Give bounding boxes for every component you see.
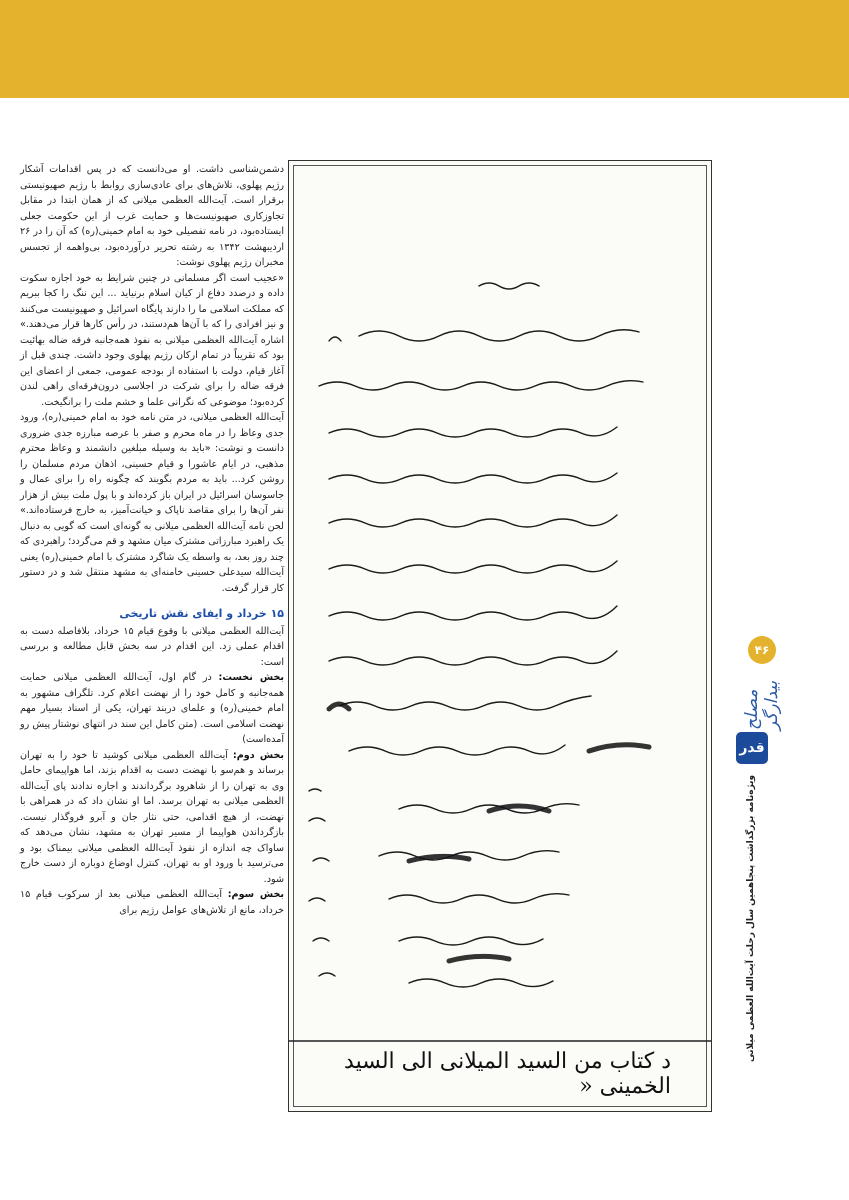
article-quote: «عجیب است اگر مسلمانی در چنین شرایط به خود اجازه سکوت داده و درصدد دفاع از کیان اسلام برنیاید ... این ننگ را کجا ببریم که مملکت اسلامی ما را دارند پایگاه اسرائیل و صهیونیست می‌کنند و نیز افرادی را که با آن‌ها هم‌دستند، در رأس کارها قرار می‌دهند.» اشاره آیت‌الله العظمی میلانی به نفوذ همه‌جانبه فرقه ضاله بهائیت بود که تقریباً در تمام ارکان رژیم پهلوی وجود داشت. چندی قبل از آغاز قیام، دولت با استفاده از بودجه عمومی، جمعی از اعضای این فرقه ضاله را برای شرکت در اجلاسی درون‌فرقه‌ای راهی لندن کرده‌بود؛ موضوعی که نگرانی علما و خشم ملت را برانگیخت.	[20, 272, 284, 408]
part-text: آیت‌الله العظمی میلانی بعد از سرکوب قیام ۱۵ خرداد، مانع از تلاش‌های عوامل رژیم برای	[20, 889, 284, 916]
scan-caption: د کتاب من السید المیلانی الی السید الخمینی «	[344, 1049, 671, 1099]
handwritten-letter-scan	[288, 160, 712, 1112]
article-body	[20, 162, 284, 918]
article-paragraph: آیت‌الله العظمی میلانی با وقوع قیام ۱۵ خرداد، بلافاصله دست به اقدام عملی زد. این اقدام در سه بخش قابل مطالعه و بررسی است:	[20, 625, 284, 668]
issue-caption: ویژه‌نامه بزرگداشت پنجاهمین سال رحلت آیت‌الله العظمی میلانی	[746, 775, 756, 1063]
article-paragraph	[20, 887, 284, 918]
part-label: بخش نخست:	[218, 672, 284, 683]
magazine-logo: قدر	[736, 732, 768, 764]
article-paragraph	[20, 670, 284, 748]
part-label: بخش سوم:	[227, 889, 284, 900]
handwriting-strokes	[289, 161, 712, 1112]
article-paragraph: دشمن‌شناسی داشت. او می‌دانست که در پس اقدامات آشکار رژیم پهلوی، تلاش‌های برای عادی‌سازی روابط با رژیم صهیونیستی برقرار است. آیت‌الله العظمی میلانی که از همان ابتدا در مقابل تجاوزکاری صهیونیست‌ها و حمایت غرب از این حکومت جعلی ایستاده‌بود، در نامه تفصیلی خود به امام خمینی(ره) که آن را در ۲۶ اردیبهشت ۱۳۴۲ به رشته تحریر درآورده‌بود، بی‌واهمه از تجسس مخبران رژیم پهلوی نوشت:	[20, 164, 284, 268]
part-label: بخش دوم:	[232, 749, 284, 761]
page-number: ۴۶	[748, 636, 776, 664]
article-paragraph	[20, 748, 284, 888]
part-text: در گام اول، آیت‌الله العظمی میلانی حمایت همه‌جانبه و کامل خود را از نهضت اعلام کرد. تلگراف مشهور به امام خمینی(ره) و علمای دربند تهران، یکی از اسناد بسیار مهم نهضت اسلامی است. (متن کامل این سند در انتهای نوشتار پیش رو آمده‌است)	[20, 672, 284, 745]
section-heading: ۱۵ خرداد و ایفای نقش تاریخی	[119, 607, 284, 620]
part-text: آیت‌الله العظمی میلانی کوشید تا خود را به تهران برساند و هم‌سو با نهضت دست به اقدام بزند، اما هواپیمای حامل وی به تهران را از شاهرود برگرداندند و اجازه ندادند پای آیت‌الله العظمی میلانی به تهران برسد. اما او نشان داد که در همراهی با نهضت، از هیچ اقدامی، حتی نثار جان و آبرو فروگذار نیست. بازگرداندن هواپیما از مسیر تهران به مشهد، نشان می‌دهد که ساواک چه اندازه از نفوذ آیت‌الله العظمی میلانی بیمناک بود و می‌ترسید با ورود او به تهران، کنترل اوضاع دوباره از دست خارج شود.	[20, 749, 284, 885]
article-paragraph: آیت‌الله العظمی میلانی، در متن نامه خود به امام خمینی(ره)، ورود جدی وعاظ را در ماه محرم و صفر با عرصه مبارزه جدی ضروری دانست و نوشت: «باید به وسیله مبلغین دانشمند و وعاظ محترم مذهبی، در ایام عاشورا و قیام حسینی، اذهان مردم مسلمان را روشن کرد... باید به مردم بگویند که چگونه راه را برای عمال و جاسوسان اسرائیل در ایران باز کرده‌اند و با پول ملت بیش از هزار نفر آن‌ها را برای مقاصد ناپاک و خیانت‌آمیز، به خارج فرستاده‌اند.» لحن نامه آیت‌الله العظمی میلانی به گونه‌ای است که گویی به دنبال یک راهبرد مبارزاتی مشترک میان مشهد و قم می‌گردد؛ راهبردی که چند روز بعد، به واسطه یک شاگرد مشترک با امام خمینی(ره) یعنی آیت‌الله سیدعلی حسینی خامنه‌ای به مشهد منتقل شد و در دستور کار قرار گرفت.	[20, 412, 284, 594]
top-color-band	[0, 0, 849, 98]
brand-logo: مصلح بیدارگر	[742, 680, 782, 730]
